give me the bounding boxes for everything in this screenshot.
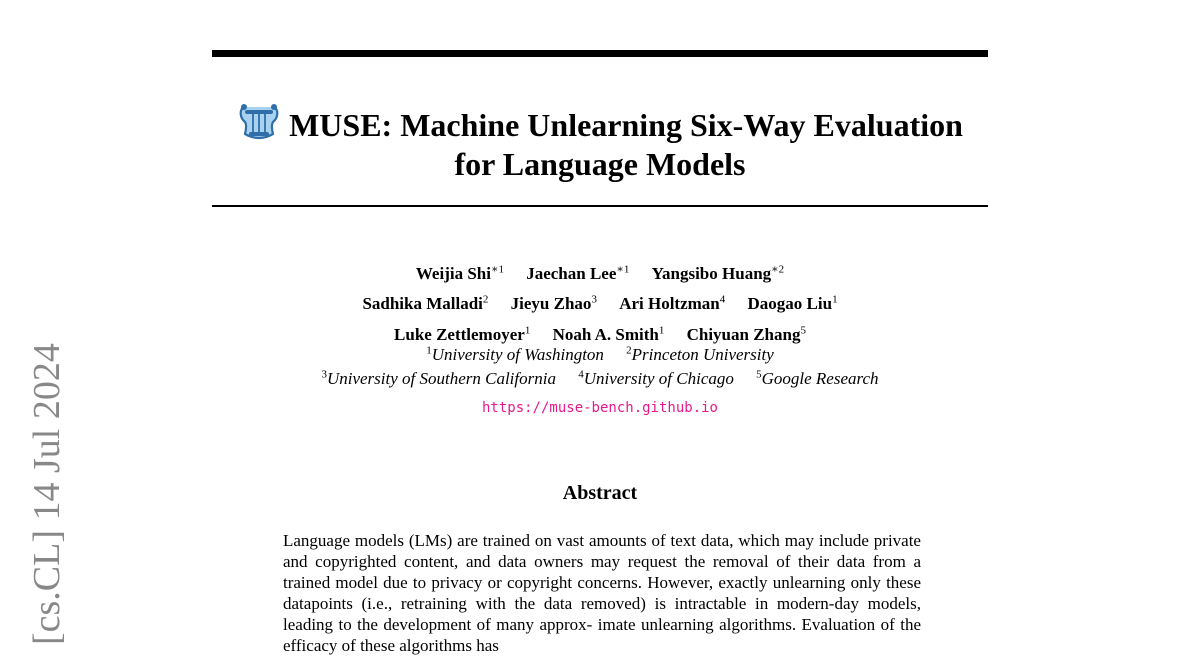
author: [416, 264, 504, 283]
lyre-icon: [237, 100, 281, 144]
author-mark: 3: [591, 293, 597, 306]
author: [526, 264, 629, 283]
author-mark: 1: [832, 293, 838, 306]
author-line: [212, 256, 988, 287]
project-url-link[interactable]: https://muse-bench.github.io: [481, 400, 718, 416]
title-rule: [212, 205, 988, 207]
author: [652, 264, 785, 283]
affiliation-name: Google Research: [761, 369, 879, 389]
paper-title: [212, 100, 988, 184]
affiliation-mark: 2: [626, 344, 632, 356]
author-name: Chiyuan Zhang: [686, 324, 801, 344]
affiliation-name: University of Washington: [431, 344, 604, 364]
abstract-line: Language models (LMs) are trained on vast amounts of text data, which may: [283, 531, 814, 550]
author-mark: 5: [800, 324, 806, 337]
affiliation: [321, 369, 556, 388]
author-name: Yangsibo Huang: [651, 263, 772, 283]
abstract-line: include private and copyrighted content, and data owners may request the removal: [283, 531, 921, 571]
affiliation: [578, 369, 734, 388]
author-name: Sadhika Malladi: [362, 294, 483, 314]
author-name: Jieyu Zhao: [510, 294, 592, 314]
author-mark: ∗1: [616, 263, 630, 275]
author-mark: ∗1: [490, 263, 504, 275]
author-name: Noah A. Smith: [552, 324, 659, 344]
author: [619, 294, 725, 313]
affiliation: [756, 369, 878, 388]
author-mark: 1: [658, 324, 665, 337]
author: [362, 294, 488, 313]
top-rule: [212, 50, 988, 57]
author-mark: 1: [524, 324, 531, 337]
author: [748, 294, 838, 313]
author-name: Weijia Shi: [415, 263, 491, 283]
author-mark: ∗2: [771, 263, 785, 275]
author-mark: 2: [482, 293, 489, 306]
author-name: Ari Holtzman: [619, 294, 720, 314]
affiliation-mark: 5: [756, 368, 762, 381]
affiliation-name: University of Chicago: [583, 369, 734, 389]
abstract-body: [283, 530, 921, 656]
author-name: Daogao Liu: [747, 294, 833, 314]
abstract-line: imate unlearning algorithms. Evaluation of the efficacy of these algorithms has: [283, 615, 921, 655]
affiliation-name: University of Southern California: [326, 369, 556, 389]
abstract-line: exactly unlearning only these datapoints (i.e., retraining with the data removed): [283, 573, 921, 613]
author-list: [212, 256, 988, 348]
affiliation-name: Princeton University: [631, 344, 774, 364]
affiliation-mark: 3: [321, 368, 327, 381]
title-line-2: for Language Models: [454, 146, 746, 182]
affiliation-line: [212, 365, 988, 390]
author-mark: 4: [719, 293, 726, 306]
abstract-line: of their data from a trained model due to privacy or copyright concerns. However,: [283, 552, 921, 592]
affiliation: [426, 345, 604, 364]
affiliation-line: [212, 340, 988, 365]
affiliation-mark: 1: [426, 344, 432, 356]
author-name: Luke Zettlemoyer: [394, 324, 525, 344]
author-name: Jaechan Lee: [526, 263, 617, 283]
affiliation: [626, 345, 774, 364]
affiliation-mark: 4: [578, 368, 584, 381]
title-line-1: MUSE: Machine Unlearning Six-Way Evaluation: [289, 107, 963, 143]
abstract-heading: Abstract: [562, 482, 638, 504]
affiliation-list: [212, 340, 988, 389]
author-line: [212, 287, 988, 318]
arxiv-margin-stamp: [cs.CL] 14 Jul 2024: [26, 343, 68, 645]
author: [511, 294, 597, 313]
abstract-line: is intractable in modern-day models, leading to the development of many approx-: [283, 594, 922, 634]
